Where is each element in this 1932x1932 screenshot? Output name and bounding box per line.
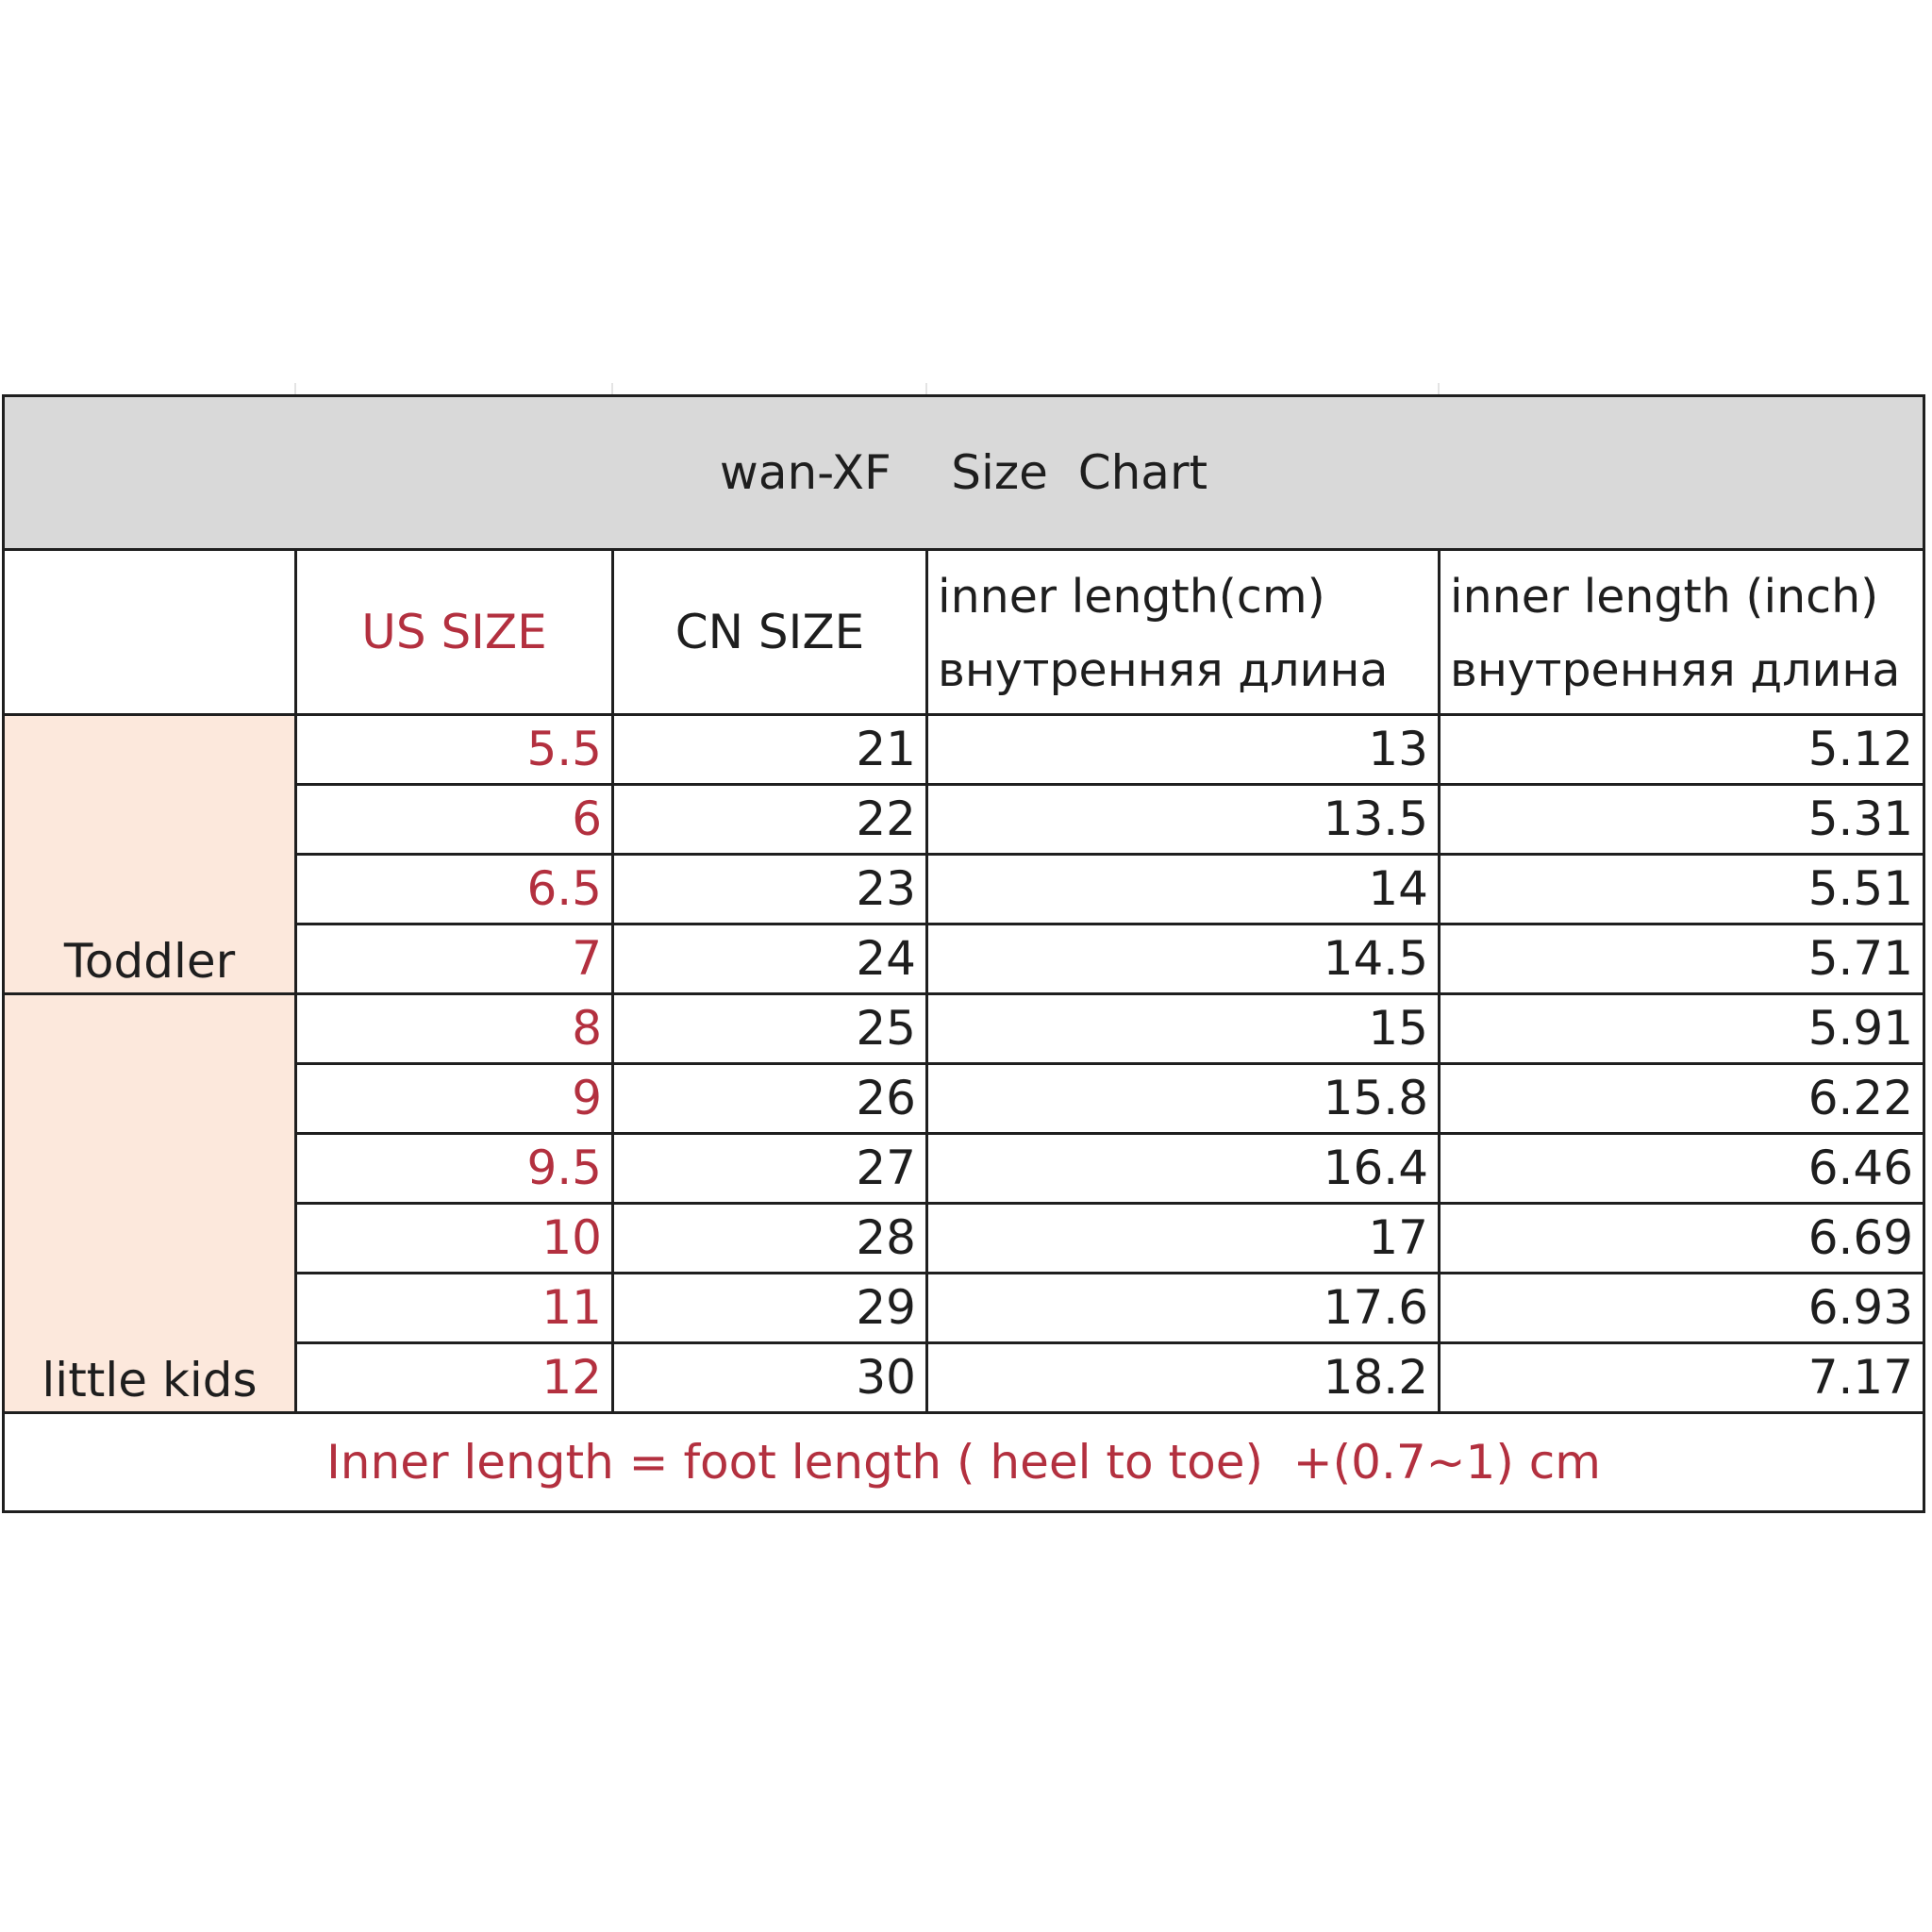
cn-size-cell: 30: [613, 1343, 927, 1413]
us-size-cell: 7: [296, 924, 613, 994]
inner-length-cm-cell: 17: [927, 1204, 1440, 1274]
category-little-kids: little kids: [4, 994, 296, 1413]
chart-title: [4, 396, 1924, 550]
table-row: [4, 994, 1924, 1064]
size-chart-table: [2, 394, 1925, 1513]
category-header-blank: [4, 550, 296, 715]
size-rows: [4, 715, 1924, 1413]
us-size-cell: 9: [296, 1064, 613, 1134]
inner-length-inch-cell: 5.31: [1440, 785, 1924, 855]
header-row: [4, 550, 1924, 715]
inner-length-inch-cell: 5.71: [1440, 924, 1924, 994]
inner-length-cm-cell: 14.5: [927, 924, 1440, 994]
inner-length-cm-cell: 15: [927, 994, 1440, 1064]
inner-length-cm-cell: 17.6: [927, 1274, 1440, 1343]
inner-length-cm-cell: 18.2: [927, 1343, 1440, 1413]
us-size-cell: 12: [296, 1343, 613, 1413]
us-size-cell: 6: [296, 785, 613, 855]
chart-title-text: wan-XF Size Chart: [719, 445, 1208, 500]
inner-length-inch-cell: 5.51: [1440, 855, 1924, 924]
cn-size-cell: 29: [613, 1274, 927, 1343]
category-toddler: Toddler: [4, 715, 296, 994]
inner-length-cm-header: [927, 550, 1440, 715]
cn-size-cell: 27: [613, 1134, 927, 1204]
us-size-cell: 10: [296, 1204, 613, 1274]
cn-size-cell: 26: [613, 1064, 927, 1134]
inner-length-cm-cell: 14: [927, 855, 1440, 924]
cn-size-cell: 23: [613, 855, 927, 924]
inner-length-inch-cell: 6.46: [1440, 1134, 1924, 1204]
cn-size-cell: 28: [613, 1204, 927, 1274]
inner-length-cm-cell: 16.4: [927, 1134, 1440, 1204]
inner-length-cm-header-en: inner length(cm): [938, 570, 1325, 624]
inner-length-cm-cell: 13.5: [927, 785, 1440, 855]
inner-length-cm-cell: 13: [927, 715, 1440, 785]
cn-size-header: CN SIZE: [613, 550, 927, 715]
inner-length-inch-cell: 7.17: [1440, 1343, 1924, 1413]
note-row: [4, 1413, 1924, 1512]
inner-length-cm-header-ru: внутренняя длина: [938, 643, 1389, 697]
inner-length-inch-header-ru: внутренняя длина: [1450, 643, 1901, 697]
inner-length-inch-cell: 6.22: [1440, 1064, 1924, 1134]
us-size-cell: 8: [296, 994, 613, 1064]
us-size-cell: 9.5: [296, 1134, 613, 1204]
inner-length-inch-cell: 6.93: [1440, 1274, 1924, 1343]
inner-length-inch-header: [1440, 550, 1924, 715]
cn-size-cell: 22: [613, 785, 927, 855]
inner-length-inch-cell: 5.91: [1440, 994, 1924, 1064]
cn-size-cell: 21: [613, 715, 927, 785]
size-chart: [2, 394, 1923, 1513]
title-row: [4, 396, 1924, 550]
us-size-cell: 6.5: [296, 855, 613, 924]
inner-length-inch-cell: 6.69: [1440, 1204, 1924, 1274]
us-size-cell: 5.5: [296, 715, 613, 785]
inner-length-note: Inner length = foot length ( heel to toe) +(0.7~1) cm: [4, 1413, 1924, 1512]
faint-gridlines: [0, 383, 1932, 394]
inner-length-inch-header-en: inner length (inch): [1450, 570, 1879, 624]
us-size-cell: 11: [296, 1274, 613, 1343]
table-row: [4, 715, 1924, 785]
cn-size-cell: 24: [613, 924, 927, 994]
inner-length-cm-cell: 15.8: [927, 1064, 1440, 1134]
inner-length-inch-cell: 5.12: [1440, 715, 1924, 785]
us-size-header: US SIZE: [296, 550, 613, 715]
cn-size-cell: 25: [613, 994, 927, 1064]
